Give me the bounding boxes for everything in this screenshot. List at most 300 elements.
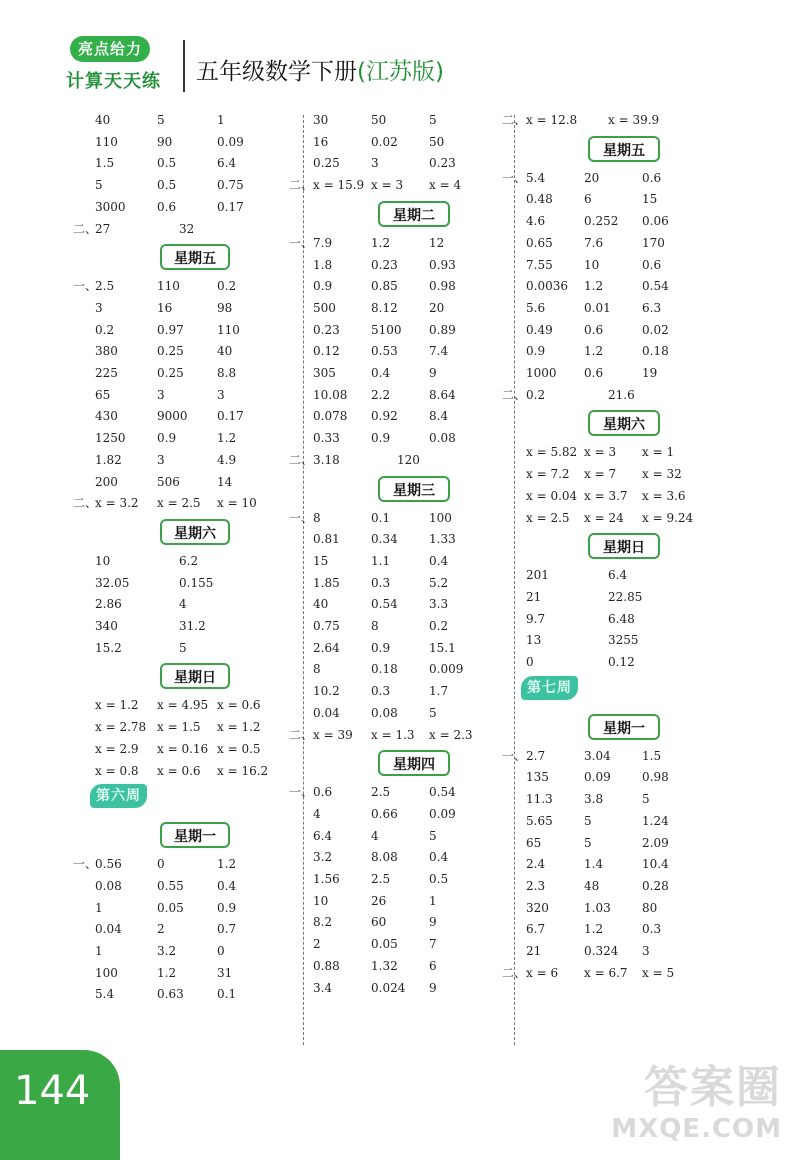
watermark-logo-text: 答案圈 [644,1062,782,1113]
answer-value: 5.65 [526,813,553,828]
answer-row [524,898,724,918]
answer-value: 27 [95,221,111,236]
answer-row [311,659,511,679]
answer-value: 0.1 [217,987,237,1002]
answer-row [95,594,295,614]
answer-value: 0.85 [371,279,398,294]
answer-row [95,761,295,781]
answer-value: 9000 [157,409,188,424]
answer-value: 0 [217,944,225,958]
answer-value: 3.18 [313,452,340,467]
answer-value: 0.2 [95,322,115,337]
answer-value: 1.82 [95,452,122,467]
answer-value: 6.7 [526,922,546,937]
answer-value: 2.86 [95,597,122,612]
answer-value: 2.5 [95,279,115,294]
answer-value: 0.4 [371,366,391,380]
day-heading: 星期二 [378,201,450,227]
book-title [196,54,444,90]
question-number: 二、 [289,727,314,742]
answer-value: 0.81 [313,532,340,547]
column-divider-2 [514,115,516,1045]
answer-value: 2.64 [313,640,340,655]
answer-value: 50 [371,113,387,127]
answer-value: 0.06 [642,214,669,229]
answer-value: 40 [95,113,111,127]
answer-value: 0.4 [217,878,237,893]
answer-value: 0.09 [584,770,611,785]
answer-value: 0.5 [429,872,449,886]
answer-row [95,898,295,918]
answer-value: x = 10 [217,496,257,511]
answer-value: 201 [526,568,549,583]
answer-value: 10.2 [313,684,340,699]
answer-value: 15 [313,553,329,568]
answer-value: x = 2.3 [429,727,473,742]
answer-value: 320 [526,900,549,915]
day-heading: 星期三 [378,476,450,502]
answer-value: 0.34 [371,532,398,547]
answer-value: 3 [157,387,165,402]
answer-value: 31.2 [179,619,206,633]
answer-value: x = 3 [371,178,404,193]
answer-row [289,175,511,195]
answer-value: 0.6 [642,257,662,272]
answer-value: 0.155 [179,575,214,590]
answer-value: 170 [642,235,665,250]
answer-value: 40 [313,597,329,612]
answer-row [73,276,295,296]
answer-row [311,573,511,593]
answer-value: 0.98 [642,770,669,785]
answer-row [289,233,511,253]
answer-value: 4.9 [217,452,237,467]
answer-value: 19 [642,366,658,380]
answer-row [311,385,511,405]
answer-row [502,385,724,405]
answer-value: 8.08 [371,850,398,865]
question-number: 二、 [502,965,527,980]
answer-value: 5.6 [526,300,546,315]
answer-value: 1.56 [313,872,340,886]
answer-value: 98 [217,300,233,315]
answer-value: 0.7 [217,922,237,937]
answer-value: 0.6 [584,322,604,337]
answer-value: 430 [95,409,118,424]
answer-value: 0.33 [313,431,340,446]
answer-value: 0.04 [95,922,122,937]
answer-value: 40 [217,344,233,359]
answer-value: 2.5 [371,872,391,886]
answer-row [524,189,724,209]
answer-value: 1.1 [371,553,391,568]
answer-value: 0.05 [157,900,184,915]
answer-value: x = 2.5 [157,496,201,511]
answer-row [95,941,295,961]
answer-value: 5 [429,828,437,843]
answer-value: 3.3 [429,597,449,612]
answer-value: 0.49 [526,322,553,337]
answer-row [311,320,511,340]
question-number: 二、 [502,387,527,402]
answer-value: 5 [642,792,650,807]
question-number: 一、 [289,510,314,525]
answer-value: 100 [95,965,118,980]
day-heading: 星期一 [160,822,230,848]
answer-value: 1 [217,113,225,127]
answer-value: 11.3 [526,792,553,807]
answer-value: 1.5 [95,156,115,171]
answer-row [311,912,511,932]
answer-row [524,298,724,318]
answer-value: 6.4 [608,568,628,583]
answer-row [95,428,295,448]
answer-value: 0.04 [313,705,340,720]
answer-value: 0.02 [371,134,398,149]
answer-value: x = 6 [526,965,559,980]
answer-row [524,941,724,961]
day-heading: 星期日 [160,663,230,689]
answer-value: 15 [642,192,658,207]
answer-value: 9 [429,366,437,380]
answer-value: 3255 [608,633,639,648]
answer-value: 0.98 [429,279,456,294]
answer-row [311,363,511,383]
answer-row [502,746,724,766]
answer-value: 4 [371,828,379,843]
answer-value: 0.4 [429,553,449,568]
answer-row [524,255,724,275]
answer-row [524,833,724,853]
answer-value: 1.4 [584,857,604,872]
answer-row [524,508,724,528]
answer-value: x = 3 [584,445,617,460]
answer-value: x = 0.5 [217,741,261,756]
answer-value: 4.6 [526,214,546,229]
answer-value: 0.3 [371,684,391,699]
answer-row [311,298,511,318]
answer-row [524,233,724,253]
question-number: 一、 [73,857,98,872]
answer-row [311,869,511,889]
answer-value: 0.53 [371,344,398,359]
answer-value: 9.7 [526,611,546,626]
answer-value: 3 [371,156,379,171]
answer-value: 4 [313,806,321,821]
answer-value: x = 2.78 [95,720,147,735]
answer-value: 0.9 [157,431,177,446]
answer-row [311,847,511,867]
answer-value: 0.009 [429,662,464,677]
answer-value: 0.9 [371,431,391,446]
answer-row [524,789,724,809]
answer-value: 0.9 [526,344,546,359]
answer-value: 506 [157,474,180,489]
answer-row [95,717,295,737]
answer-value: 3 [217,387,225,402]
answer-value: 0.09 [429,806,456,821]
answer-value: 0.25 [157,366,184,380]
answer-value: 0.92 [371,409,398,424]
answer-row [524,442,724,462]
answer-row [311,341,511,361]
answer-value: x = 32 [642,467,682,482]
answer-row [311,594,511,614]
day-heading: 星期一 [588,714,660,740]
answer-value: 10.4 [642,857,669,872]
answer-value: x = 1.2 [217,720,261,735]
question-number: 二、 [502,113,527,127]
answer-value: 3 [642,944,650,958]
day-heading: 星期六 [160,519,230,545]
answer-value: x = 0.6 [157,763,201,778]
answer-row [524,811,724,831]
answer-row [95,197,295,217]
answer-value: 1.33 [429,532,456,547]
answer-row [95,963,295,983]
answer-value: 0.9 [313,279,333,294]
answer-row [95,341,295,361]
answer-value: 340 [95,619,118,633]
answer-row [524,587,724,607]
answer-value: 80 [642,900,658,915]
answer-value: x = 7 [584,467,617,482]
answer-value: 10 [95,553,111,568]
answer-value: 0.3 [371,575,391,590]
answer-value: 1 [429,893,437,908]
answer-row [95,876,295,896]
answer-row [311,891,511,911]
answer-value: 0.5 [157,178,177,193]
answer-row [524,464,724,484]
answer-value: 0.252 [584,214,619,229]
answer-value: 0.63 [157,987,184,1002]
answer-value: 110 [157,279,180,294]
answer-value: 110 [217,322,240,337]
answer-value: 31 [217,965,233,980]
answer-value: 0.6 [313,785,333,800]
answer-value: x = 9.24 [642,510,694,525]
answer-row [524,652,724,672]
answer-value: 26 [371,893,387,908]
answer-row [524,630,724,650]
answer-value: 1.2 [371,235,391,250]
answer-value: 1.5 [642,748,662,763]
answer-value: 15.1 [429,640,456,655]
answer-row [524,341,724,361]
answer-row [311,551,511,571]
answer-value: x = 15.9 [313,178,365,193]
answer-value: 225 [95,366,118,380]
question-number: 一、 [502,748,527,763]
answer-value: 0.97 [157,322,184,337]
answer-value: 0.75 [217,178,244,193]
day-heading: 星期六 [588,410,660,436]
answer-row [95,616,295,636]
day-heading: 星期日 [588,533,660,559]
answer-value: 0.17 [217,409,244,424]
answer-value: 6 [429,958,437,973]
answer-value: 13 [526,633,542,648]
answer-row [95,573,295,593]
answer-value: 0.6 [584,366,604,380]
answer-value: 5 [179,640,187,655]
answer-value: 305 [313,366,336,380]
answer-row [524,854,724,874]
answer-value: 0.08 [429,431,456,446]
answer-row [311,804,511,824]
answer-row [311,406,511,426]
answer-value: 65 [526,835,542,850]
answer-value: x = 3.7 [584,488,628,503]
answer-row [73,493,295,513]
answer-row [524,609,724,629]
answer-value: 16 [313,134,329,149]
answer-row [311,529,511,549]
answer-value: x = 16.2 [217,763,269,778]
answer-value: 1 [95,944,103,958]
answer-value: 3.4 [313,980,333,995]
answer-row [524,919,724,939]
answer-value: 0.2 [217,279,237,294]
answer-value: 5 [95,178,103,193]
answer-value: 0.01 [584,300,611,315]
book-title-text: 五年级数学下册 [196,59,357,85]
answer-value: 1.2 [584,344,604,359]
answer-row [524,363,724,383]
answer-value: 0.5 [157,156,177,171]
answer-row [524,486,724,506]
answer-value: 0.9 [217,900,237,915]
answer-row [95,175,295,195]
answer-value: 7 [429,937,437,952]
answer-value: x = 0.04 [526,488,578,503]
answer-value: 8.8 [217,366,237,380]
answer-value: 0.08 [95,878,122,893]
answer-value: 48 [584,878,600,893]
answer-value: 0.93 [429,257,456,272]
answer-value: 120 [397,452,420,467]
answer-row [311,255,511,275]
answer-value: 3 [157,452,165,467]
answer-value: 3 [95,300,103,315]
answer-value: 4 [179,597,187,612]
answer-row [311,276,511,296]
answer-value: 0.18 [642,344,669,359]
answer-value: 1.2 [217,431,237,446]
answer-value: 200 [95,474,118,489]
answer-row [95,298,295,318]
answer-value: 10 [313,893,329,908]
answer-value: 0.54 [429,785,456,800]
answer-value: x = 6.7 [584,965,628,980]
answer-value: 2.7 [526,748,546,763]
answer-row [311,132,511,152]
answer-value: 0.05 [371,937,398,952]
answer-value: 3.8 [584,792,604,807]
series-logo [60,30,175,100]
answer-value: 0.56 [95,857,122,872]
answer-value: 50 [429,134,445,149]
answer-value: 0.1 [371,510,391,525]
answer-value: 8 [371,619,379,633]
answer-value: x = 39.9 [608,113,660,127]
watermark-url: MXQE.COM [611,1114,782,1144]
answer-row [311,934,511,954]
answer-value: 0.23 [313,322,340,337]
answer-value: 0.12 [608,655,635,669]
answer-value: 1 [95,900,103,915]
answer-row [311,428,511,448]
answer-value: 5.4 [526,170,546,185]
answer-value: 0.078 [313,409,348,424]
answer-row [95,638,295,658]
answer-value: 1.85 [313,575,340,590]
answer-row [524,276,724,296]
answer-value: 2.2 [371,387,391,402]
page-header [0,0,800,110]
answer-value: x = 39 [313,727,353,742]
answer-value: 6 [584,192,592,207]
answer-value: x = 0.16 [157,741,209,756]
answer-value: 9 [429,980,437,995]
answer-row [289,725,511,745]
answer-value: 5.2 [429,575,449,590]
answer-value: 8.12 [371,300,398,315]
answer-value: 7.6 [584,235,604,250]
answer-value: 0 [157,857,165,872]
answer-value: 0.55 [157,878,184,893]
answer-row [502,110,724,130]
answer-value: 2.4 [526,857,546,872]
answer-row [95,153,295,173]
answer-value: 1.2 [584,922,604,937]
answer-value: 380 [95,344,118,359]
answer-row [311,638,511,658]
answer-row [95,406,295,426]
answer-value: 0.25 [313,156,340,171]
answer-row [311,826,511,846]
answer-row [95,450,295,470]
answer-value: 0.4 [429,850,449,865]
answer-value: 10.08 [313,387,348,402]
answer-value: x = 4 [429,178,462,193]
answer-value: 135 [526,770,549,785]
answer-row [502,963,724,983]
answer-row [95,919,295,939]
answer-value: 0.89 [429,322,456,337]
watermark [582,1062,782,1152]
answer-value: 0.024 [371,980,406,995]
answer-row [311,956,511,976]
answer-value: 1.7 [429,684,449,699]
header-divider [183,40,185,92]
answer-row [95,385,295,405]
answer-value: 10 [584,257,600,272]
answer-row [95,695,295,715]
answer-value: 1000 [526,366,557,380]
answer-value: 5 [584,813,592,828]
answer-value: 8.2 [313,915,333,930]
answer-value: 5 [429,113,437,127]
answer-row [311,153,511,173]
question-number: 一、 [289,785,314,800]
answer-value: 7.9 [313,235,333,250]
answer-value: 0.08 [371,705,398,720]
answer-value: x = 1.5 [157,720,201,735]
answer-row [311,978,511,998]
column-divider-1 [303,115,305,1045]
